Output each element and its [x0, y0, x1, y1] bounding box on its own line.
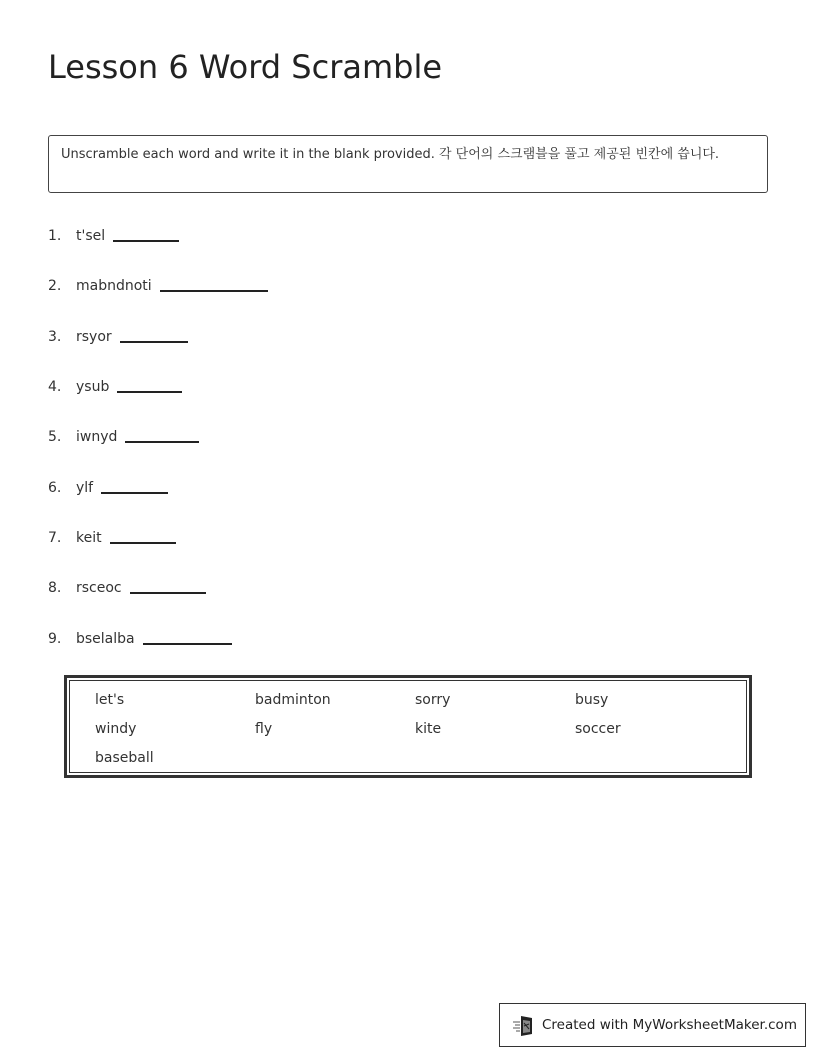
question-item	[48, 524, 176, 546]
scrambled-word: keit	[76, 530, 102, 546]
answer-blank[interactable]	[117, 391, 182, 393]
word-bank-item: sorry	[415, 692, 451, 708]
question-item	[48, 373, 182, 395]
word-bank-item: fly	[255, 721, 273, 737]
scrambled-word: mabndnoti	[76, 278, 152, 294]
question-item	[48, 222, 179, 244]
question-number: 2.	[48, 278, 62, 294]
question-number: 1.	[48, 228, 62, 244]
scrambled-word: rsceoc	[76, 580, 122, 596]
answer-blank[interactable]	[113, 240, 179, 242]
question-number: 4.	[48, 379, 62, 395]
word-bank-item: kite	[415, 721, 442, 737]
answer-blank[interactable]	[143, 643, 232, 645]
question-item	[48, 625, 232, 647]
scrambled-word: ylf	[76, 480, 94, 496]
answer-blank[interactable]	[101, 492, 168, 494]
page-title: Lesson 6 Word Scramble	[48, 48, 443, 86]
word-bank-item: soccer	[575, 721, 621, 737]
scrambled-word: rsyor	[76, 329, 112, 345]
word-bank-item: let's	[95, 692, 125, 708]
footer-text: Created with MyWorksheetMaker.com	[542, 1017, 797, 1033]
scrambled-word: bselalba	[76, 631, 135, 647]
question-number: 6.	[48, 480, 62, 496]
question-number: 9.	[48, 631, 62, 647]
footer-badge[interactable]	[499, 1003, 806, 1047]
word-bank	[64, 675, 752, 778]
scrambled-word: ysub	[76, 379, 110, 395]
answer-blank[interactable]	[160, 290, 268, 292]
word-bank-item: windy	[95, 721, 137, 737]
answer-blank[interactable]	[130, 592, 206, 594]
word-bank-item: busy	[575, 692, 609, 708]
question-number: 8.	[48, 580, 62, 596]
question-item	[48, 323, 188, 345]
question-number: 7.	[48, 530, 62, 546]
scrambled-word: t'sel	[76, 228, 106, 244]
word-bank-item: badminton	[255, 692, 331, 708]
scrambled-word: iwnyd	[76, 429, 118, 445]
word-bank-item: baseball	[95, 750, 154, 766]
question-number: 3.	[48, 329, 62, 345]
worksheet-maker-logo-icon	[512, 1013, 536, 1037]
answer-blank[interactable]	[125, 441, 199, 443]
question-number: 5.	[48, 429, 62, 445]
word-bank-inner	[69, 680, 747, 773]
question-item	[48, 272, 268, 294]
answer-blank[interactable]	[110, 542, 176, 544]
answer-blank[interactable]	[120, 341, 188, 343]
question-item	[48, 574, 206, 596]
question-item	[48, 423, 199, 445]
instructions-box: Unscramble each word and write it in the blank provided. 각 단어의 스크램블을 풀고 제공된 빈칸에 씁니다.	[48, 135, 768, 193]
question-item	[48, 474, 168, 496]
